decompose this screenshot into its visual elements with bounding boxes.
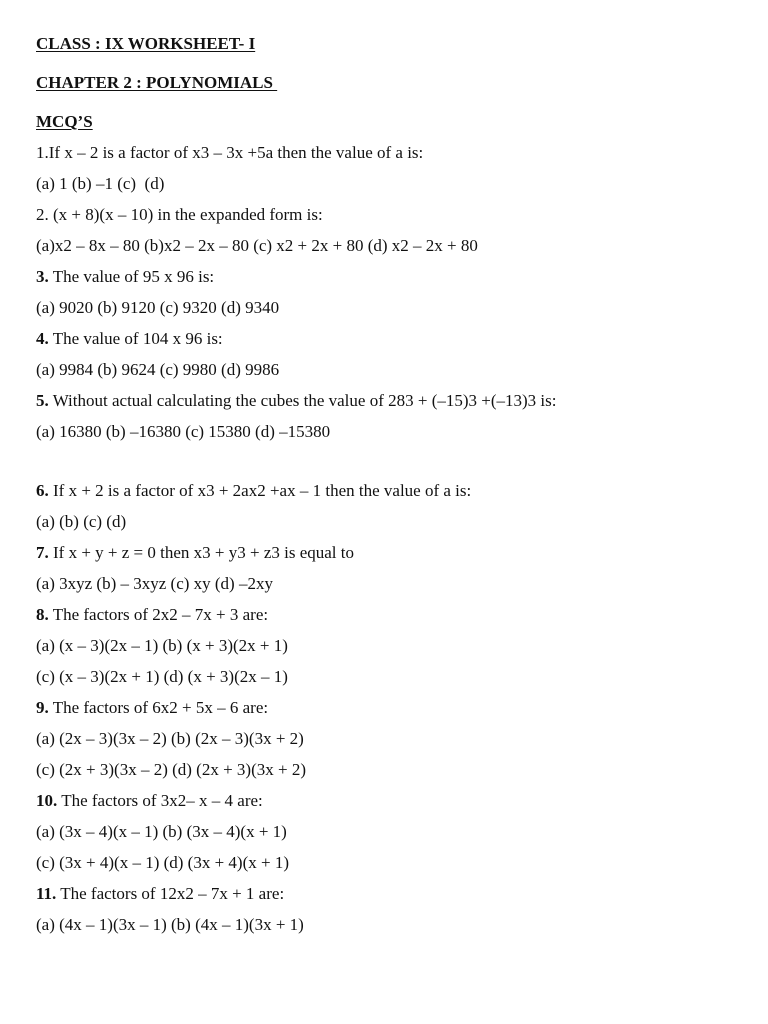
chapter-heading: CHAPTER 2 : POLYNOMIALS bbox=[36, 73, 278, 92]
question-8-options-a: (a) (x – 3)(2x – 1) (b) (x + 3)(2x + 1) bbox=[36, 636, 288, 655]
question-number: 10. bbox=[36, 791, 58, 810]
question-10-options-a: (a) (3x – 4)(x – 1) (b) (3x – 4)(x + 1) bbox=[36, 822, 287, 841]
question-6-options: (a) (b) (c) (d) bbox=[36, 512, 127, 531]
question-11-options: (a) (4x – 1)(3x – 1) (b) (4x – 1)(3x + 1) bbox=[36, 915, 304, 934]
question-9: 9. The factors of 6x2 + 5x – 6 are: bbox=[36, 698, 269, 717]
question-4: 4. The value of 104 x 96 is: bbox=[36, 329, 223, 348]
question-3: 3. The value of 95 x 96 is: bbox=[36, 267, 215, 286]
blank-spacer bbox=[36, 442, 736, 470]
question-4-options: (a) 9984 (b) 9624 (c) 9980 (d) 9986 bbox=[36, 360, 280, 379]
section-heading: MCQ’S bbox=[36, 112, 93, 131]
question-1-options: (a) 1 (b) –1 (c) (d) bbox=[36, 174, 165, 193]
question-3-options: (a) 9020 (b) 9120 (c) 9320 (d) 9340 bbox=[36, 298, 280, 317]
question-6: 6. If x + 2 is a factor of x3 + 2ax2 +ax – 1 then the value of a is: bbox=[36, 481, 472, 500]
question-2-options: (a)x2 – 8x – 80 (b)x2 – 2x – 80 (c) x2 + 2x + 80 (d) x2 – 2x + 80 bbox=[36, 236, 478, 255]
class-heading: CLASS : IX WORKSHEET- I bbox=[36, 34, 256, 53]
question-7: 7. If x + y + z = 0 then x3 + y3 + z3 is equal to bbox=[36, 543, 354, 562]
question-number: 6. bbox=[36, 481, 49, 500]
question-1: 1.If x – 2 is a factor of x3 – 3x +5a then the value of a is: bbox=[36, 143, 424, 162]
question-5: 5. Without actual calculating the cubes the value of 283 + (–15)3 +(–13)3 is: bbox=[36, 391, 557, 410]
question-number: 11. bbox=[36, 884, 57, 903]
question-number: 8. bbox=[36, 605, 49, 624]
worksheet-page bbox=[36, 30, 736, 935]
question-9-options-b: (c) (2x + 3)(3x – 2) (d) (2x + 3)(3x + 2) bbox=[36, 760, 306, 779]
question-11: 11. The factors of 12x2 – 7x + 1 are: bbox=[36, 884, 285, 903]
question-8: 8. The factors of 2x2 – 7x + 3 are: bbox=[36, 605, 269, 624]
question-number: 5. bbox=[36, 391, 49, 410]
question-number: 9. bbox=[36, 698, 49, 717]
question-9-options-a: (a) (2x – 3)(3x – 2) (b) (2x – 3)(3x + 2) bbox=[36, 729, 304, 748]
question-2: 2. (x + 8)(x – 10) in the expanded form is: bbox=[36, 205, 323, 224]
question-5-options: (a) 16380 (b) –16380 (c) 15380 (d) –15380 bbox=[36, 422, 331, 441]
question-number: 3. bbox=[36, 267, 49, 286]
question-10: 10. The factors of 3x2– x – 4 are: bbox=[36, 791, 263, 810]
question-10-options-b: (c) (3x + 4)(x – 1) (d) (3x + 4)(x + 1) bbox=[36, 853, 289, 872]
question-number: 7. bbox=[36, 543, 49, 562]
question-number: 4. bbox=[36, 329, 49, 348]
question-8-options-b: (c) (x – 3)(2x + 1) (d) (x + 3)(2x – 1) bbox=[36, 667, 288, 686]
question-7-options: (a) 3xyz (b) – 3xyz (c) xy (d) –2xy bbox=[36, 574, 273, 593]
